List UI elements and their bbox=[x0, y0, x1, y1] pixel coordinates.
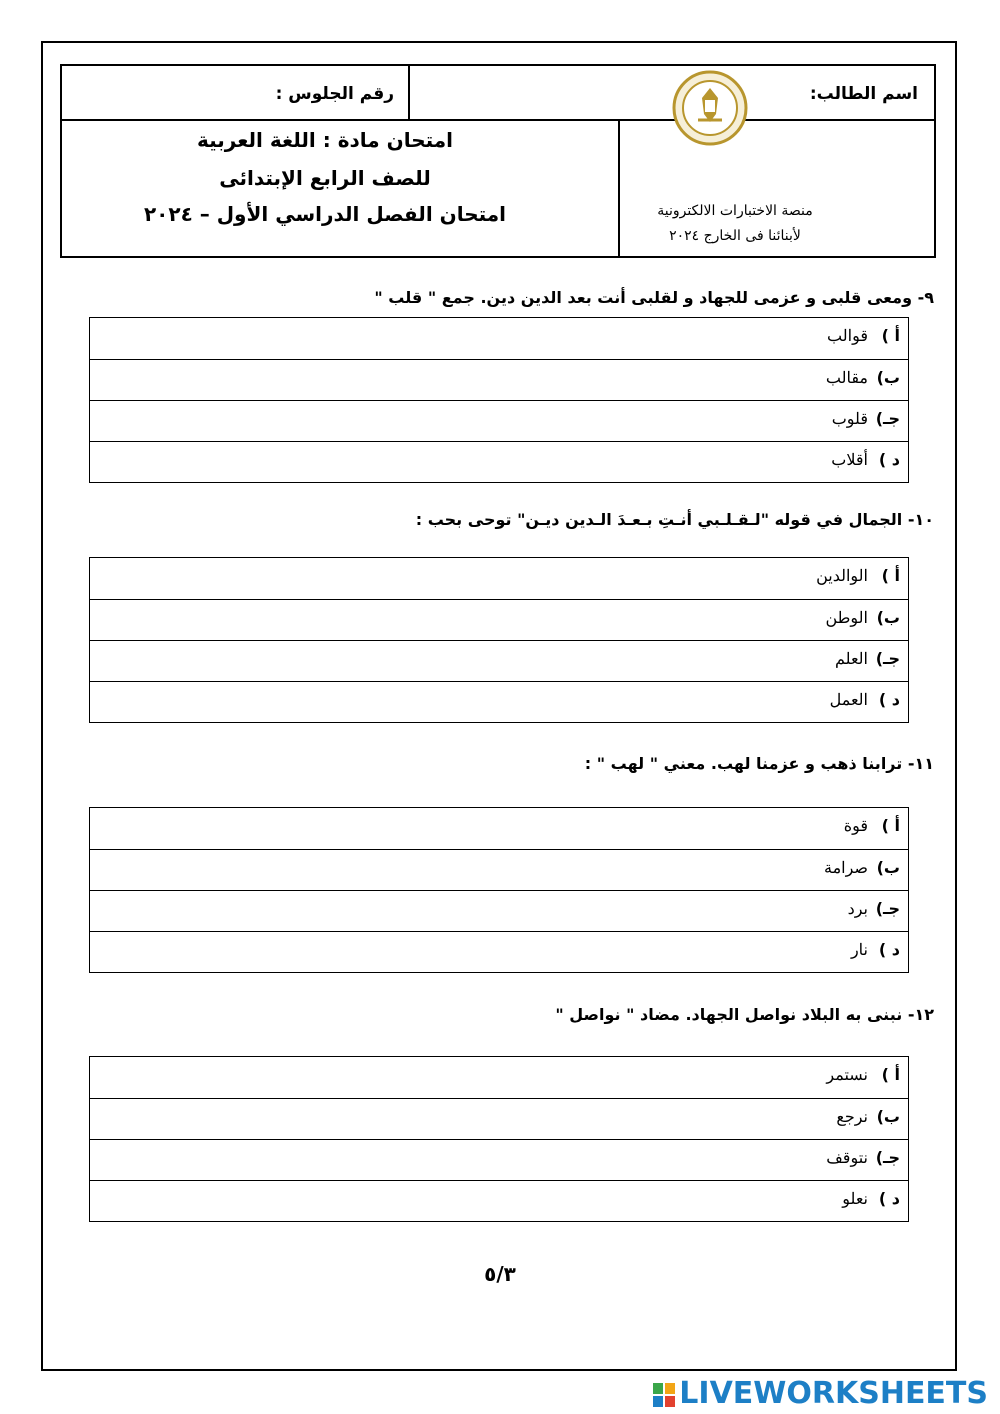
option-label: ب) bbox=[876, 368, 900, 387]
answer-option[interactable] bbox=[90, 318, 908, 359]
option-text: مقالب bbox=[825, 368, 868, 387]
answer-option[interactable] bbox=[90, 400, 908, 441]
answer-option[interactable] bbox=[90, 1180, 908, 1221]
option-label: ب) bbox=[876, 1107, 900, 1126]
header-divider bbox=[408, 66, 410, 119]
option-label: جـ) bbox=[875, 649, 900, 668]
option-text: قلوب bbox=[831, 409, 868, 428]
option-text: صرامة bbox=[823, 858, 868, 877]
answer-option[interactable] bbox=[90, 849, 908, 890]
option-label: أ ) bbox=[881, 1065, 900, 1084]
liveworksheets-icon bbox=[653, 1383, 675, 1407]
option-label: أ ) bbox=[881, 566, 900, 585]
seat-number-label: رقم الجلوس : bbox=[275, 84, 394, 104]
answer-option[interactable] bbox=[90, 890, 908, 931]
exam-grade: للصف الرابع الإبتدائى bbox=[219, 166, 431, 190]
option-label: ب) bbox=[876, 858, 900, 877]
option-text: قوالب bbox=[827, 326, 868, 345]
brand-name: LIVEWORKSHEETS bbox=[679, 1376, 988, 1411]
option-text: العمل bbox=[829, 690, 868, 709]
answer-option[interactable] bbox=[90, 441, 908, 482]
student-info-row bbox=[62, 66, 934, 121]
options-table bbox=[89, 557, 909, 723]
option-text: الوالدين bbox=[816, 566, 868, 585]
exam-term: امتحان الفصل الدراسي الأول – ٢٠٢٤ bbox=[143, 202, 507, 226]
ministry-emblem-icon bbox=[672, 70, 748, 146]
answer-option[interactable] bbox=[90, 808, 908, 849]
option-label: د ) bbox=[878, 940, 900, 959]
liveworksheets-logo[interactable] bbox=[653, 1376, 988, 1411]
answer-option[interactable] bbox=[90, 681, 908, 722]
platform-name: منصة الاختبارات الالكترونية bbox=[657, 203, 813, 219]
answer-option[interactable] bbox=[90, 931, 908, 972]
option-text: نار bbox=[850, 940, 868, 959]
page-number: ٥/٣ bbox=[484, 1262, 516, 1286]
student-name-label: اسم الطالب: bbox=[809, 84, 918, 104]
option-label: جـ) bbox=[875, 899, 900, 918]
option-text: نستمر bbox=[826, 1065, 868, 1084]
option-text: نعلو bbox=[842, 1189, 868, 1208]
question-text: ١١- ترابنا ذهب و عزمنا لهب. معني " لهب " : bbox=[584, 754, 934, 773]
options-table bbox=[89, 317, 909, 483]
options-table bbox=[89, 807, 909, 973]
question-text: ١٢- نبنى به البلاد نواصل الجهاد. مضاد " نواصل " bbox=[555, 1005, 934, 1024]
option-label: جـ) bbox=[875, 1148, 900, 1167]
options-table bbox=[89, 1056, 909, 1222]
option-label: د ) bbox=[878, 450, 900, 469]
answer-option[interactable] bbox=[90, 599, 908, 640]
option-label: أ ) bbox=[881, 816, 900, 835]
option-text: قوة bbox=[843, 816, 868, 835]
answer-option[interactable] bbox=[90, 640, 908, 681]
option-text: أقلاب bbox=[831, 450, 868, 469]
option-label: د ) bbox=[878, 1189, 900, 1208]
option-text: العلم bbox=[835, 649, 868, 668]
option-text: نرجع bbox=[836, 1107, 868, 1126]
option-text: برد bbox=[847, 899, 868, 918]
option-label: ب) bbox=[876, 608, 900, 627]
question-text: ١٠- الجمال في قوله "لـقـلـبي أنـتِ بـعـدَ الـدين ديـن" توحى بحب : bbox=[415, 510, 934, 529]
option-label: جـ) bbox=[875, 409, 900, 428]
option-label: د ) bbox=[878, 690, 900, 709]
answer-option[interactable] bbox=[90, 1098, 908, 1139]
option-text: الوطن bbox=[825, 608, 868, 627]
question-text: ٩- ومعى قلبى و عزمى للجهاد و لقلبى أنت بعد الدين دين. جمع " قلب " bbox=[374, 288, 934, 307]
option-text: نتوقف bbox=[826, 1148, 868, 1167]
answer-option[interactable] bbox=[90, 1057, 908, 1098]
answer-option[interactable] bbox=[90, 558, 908, 599]
option-label: أ ) bbox=[881, 326, 900, 345]
answer-option[interactable] bbox=[90, 1139, 908, 1180]
exam-subject: امتحان مادة : اللغة العربية bbox=[196, 128, 454, 152]
answer-option[interactable] bbox=[90, 359, 908, 400]
platform-subtitle: لأبنائنا فى الخارج ٢٠٢٤ bbox=[669, 228, 801, 244]
